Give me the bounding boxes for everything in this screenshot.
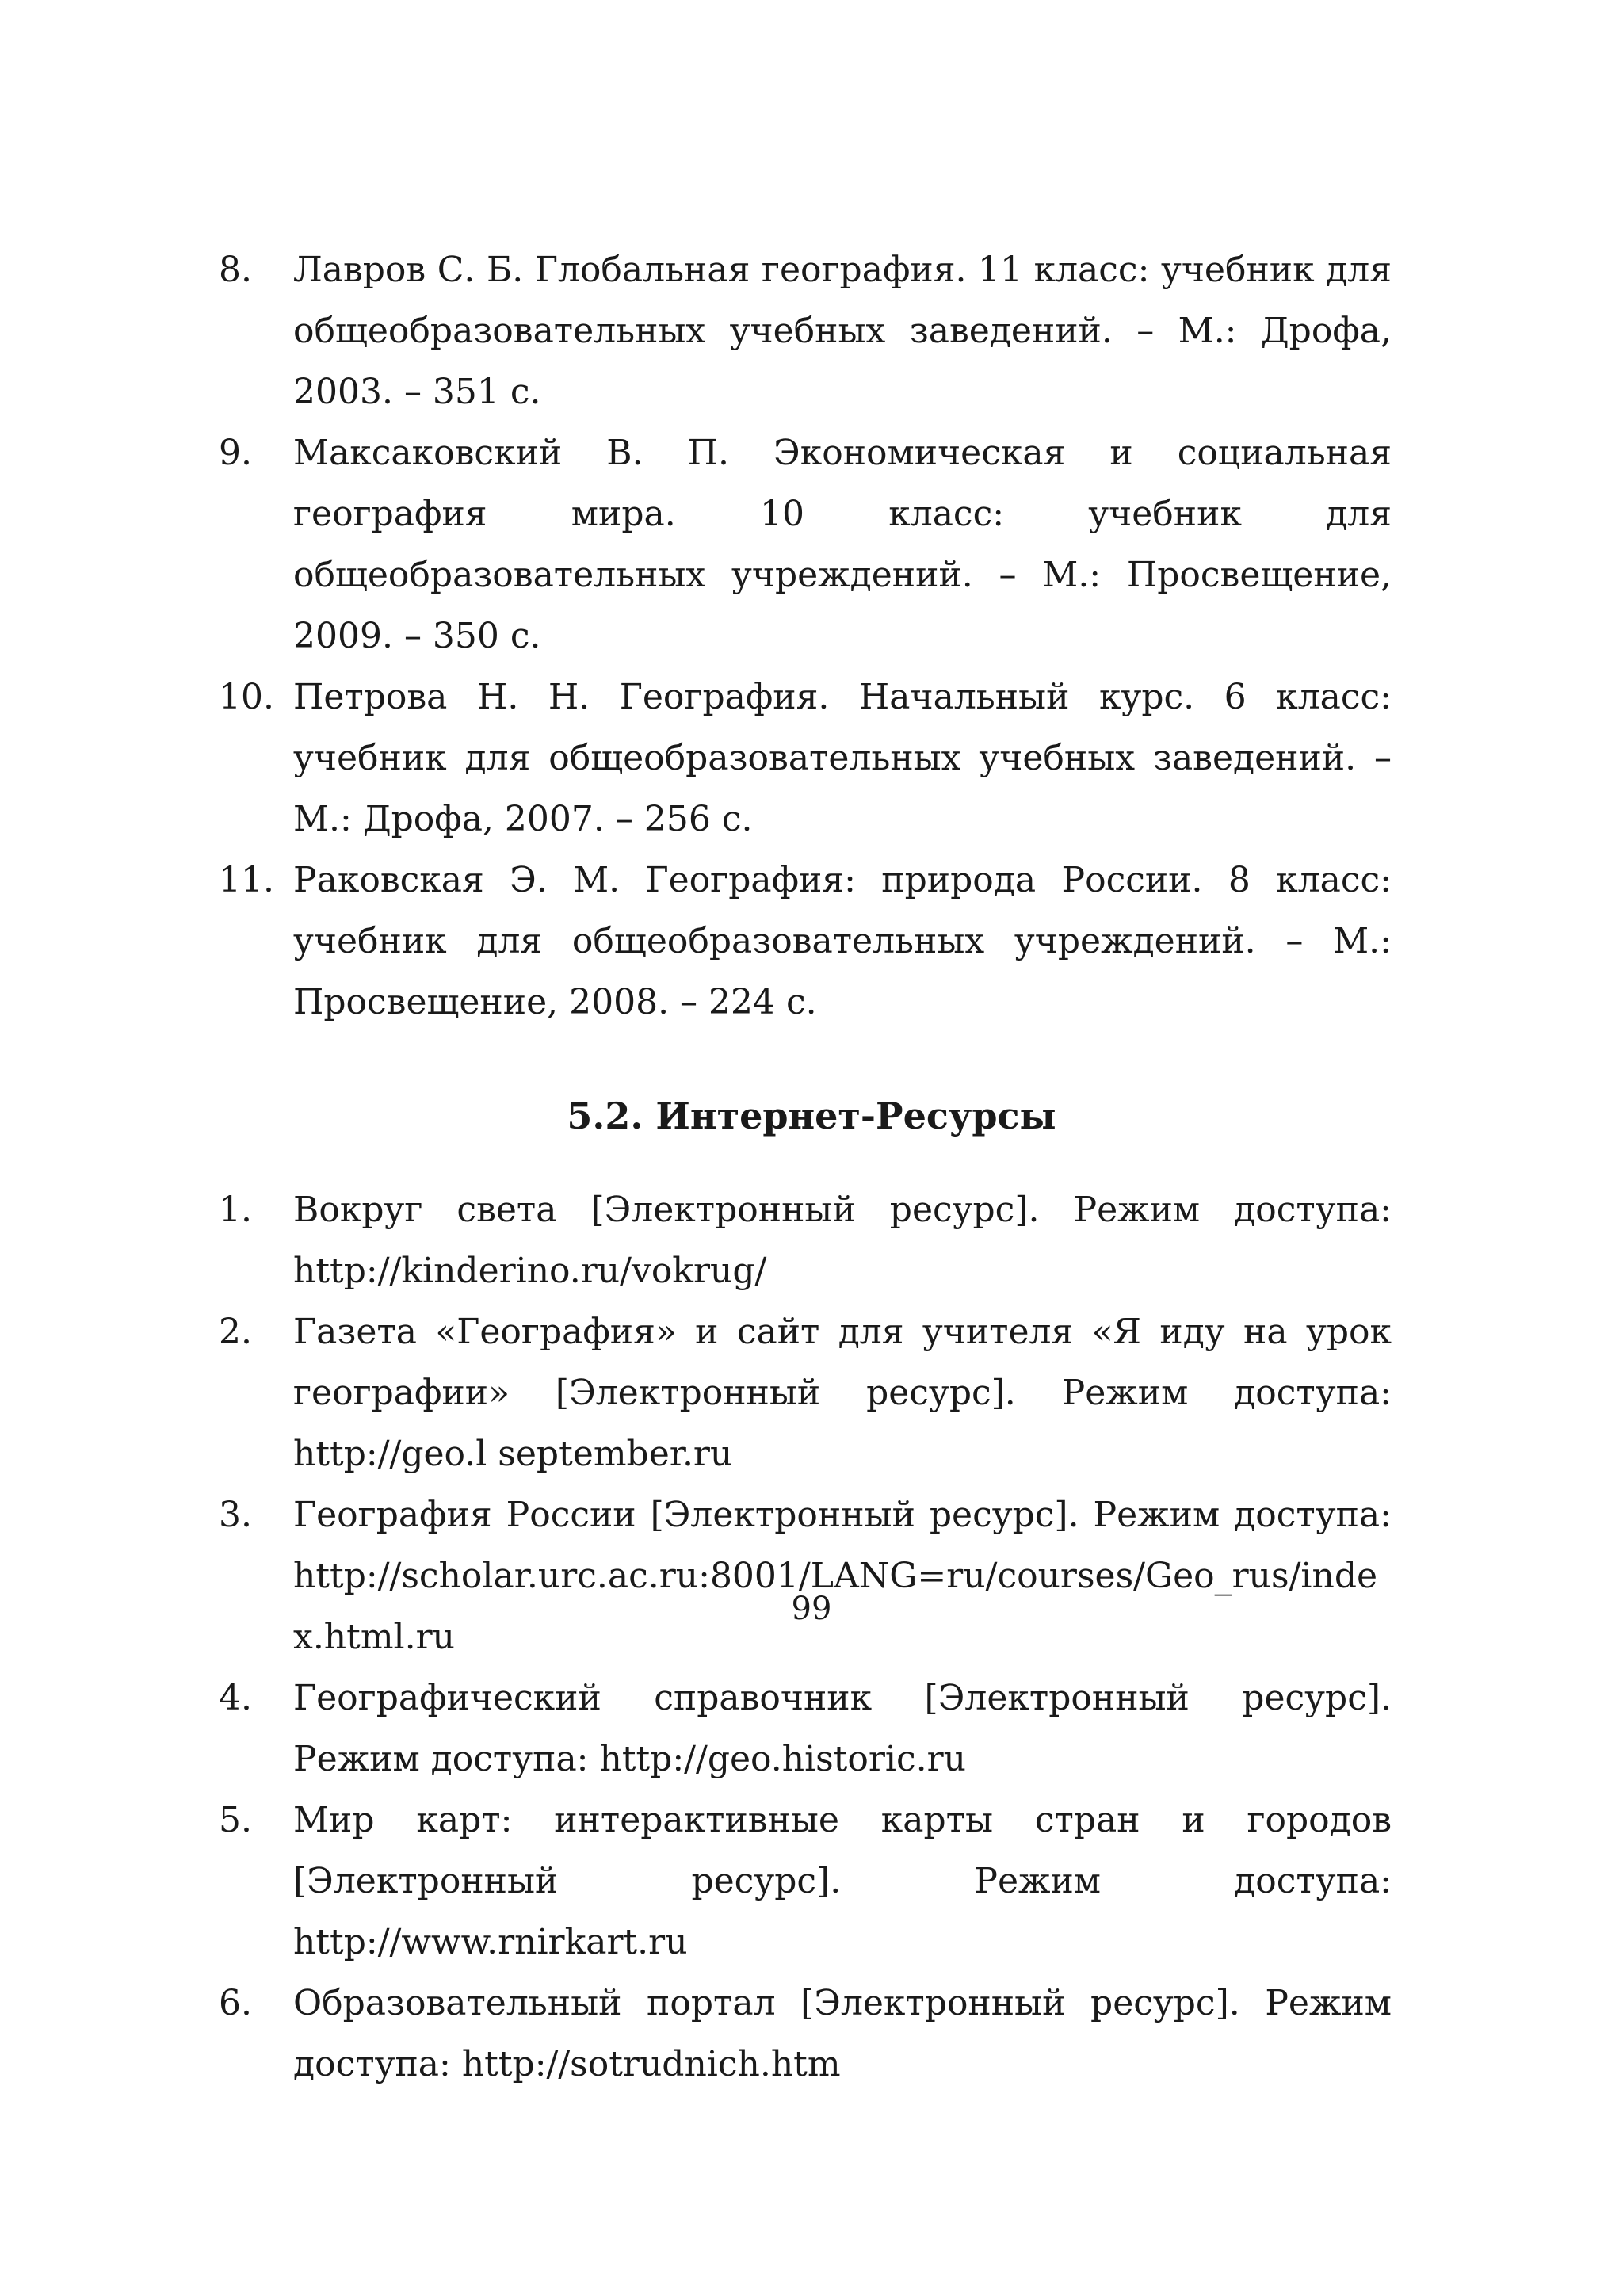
reference-number: 8. <box>219 250 252 290</box>
reference-item <box>219 239 1392 422</box>
reference-item <box>219 850 1392 1033</box>
resource-item <box>219 1668 1392 1790</box>
page-number: 99 <box>791 1591 832 1627</box>
resource-number: 6. <box>219 1983 252 2023</box>
reference-text: Максаковский В. П. Экономическая и социальная география мира. 10 класс: учебник для общеобразовательных учреждений. – М.: Просвещение, 2009. – 350 с. <box>293 433 1392 656</box>
printed-references-list <box>219 239 1392 1033</box>
reference-number: 11. <box>219 860 274 900</box>
reference-text: Лавров С. Б. Глобальная география. 11 класс: учебник для общеобразовательных учебных заведений. – М.: Дрофа, 2003. – 351 с. <box>293 250 1392 412</box>
resource-number: 4. <box>219 1678 252 1718</box>
resource-text: География России [Электронный ресурс]. Режим доступа: http://scholar.urc.ac.ru:8001/LANG=ru/courses/Geo_rus/index.html.ru <box>293 1495 1392 1657</box>
reference-text: Раковская Э. М. География: природа России. 8 класс: учебник для общеобразовательных учреждений. – М.: Просвещение, 2008. – 224 с. <box>293 860 1392 1022</box>
resource-text: Образовательный портал [Электронный ресурс]. Режим доступа: http://sotrudnich.htm <box>293 1983 1392 2084</box>
resource-item <box>219 1301 1392 1484</box>
reference-number: 10. <box>219 677 274 717</box>
resource-text: Мир карт: интерактивные карты стран и городов [Электронный ресурс]. Режим доступа: http://www.rnirkart.ru <box>293 1800 1392 1962</box>
internet-resources-list <box>219 1179 1392 2095</box>
resource-item <box>219 1484 1392 1668</box>
resource-item <box>219 1790 1392 1973</box>
resource-number: 5. <box>219 1800 252 1840</box>
reference-number: 9. <box>219 433 252 473</box>
reference-item <box>219 667 1392 850</box>
resource-item <box>219 1973 1392 2095</box>
resource-number: 2. <box>219 1312 252 1352</box>
reference-item <box>219 422 1392 667</box>
section-heading: 5.2. Интернет-Ресурсы <box>567 1095 1056 1137</box>
resource-number: 1. <box>219 1190 252 1230</box>
resource-text: Газета «География» и сайт для учителя «Я иду на урок географии» [Электронный ресурс]. Режим доступа: http://geo.l september.ru <box>293 1312 1392 1474</box>
resource-text: Географический справочник [Электронный ресурс]. Режим доступа: http://geo.historic.ru <box>293 1678 1392 1779</box>
resource-item <box>219 1179 1392 1301</box>
reference-text: Петрова Н. Н. География. Начальный курс. 6 класс: учебник для общеобразовательных учебных заведений. – М.: Дрофа, 2007. – 256 с. <box>293 677 1392 839</box>
resource-text: Вокруг света [Электронный ресурс]. Режим доступа: http://kinderino.ru/vokrug/ <box>293 1190 1392 1291</box>
resource-number: 3. <box>219 1495 252 1535</box>
